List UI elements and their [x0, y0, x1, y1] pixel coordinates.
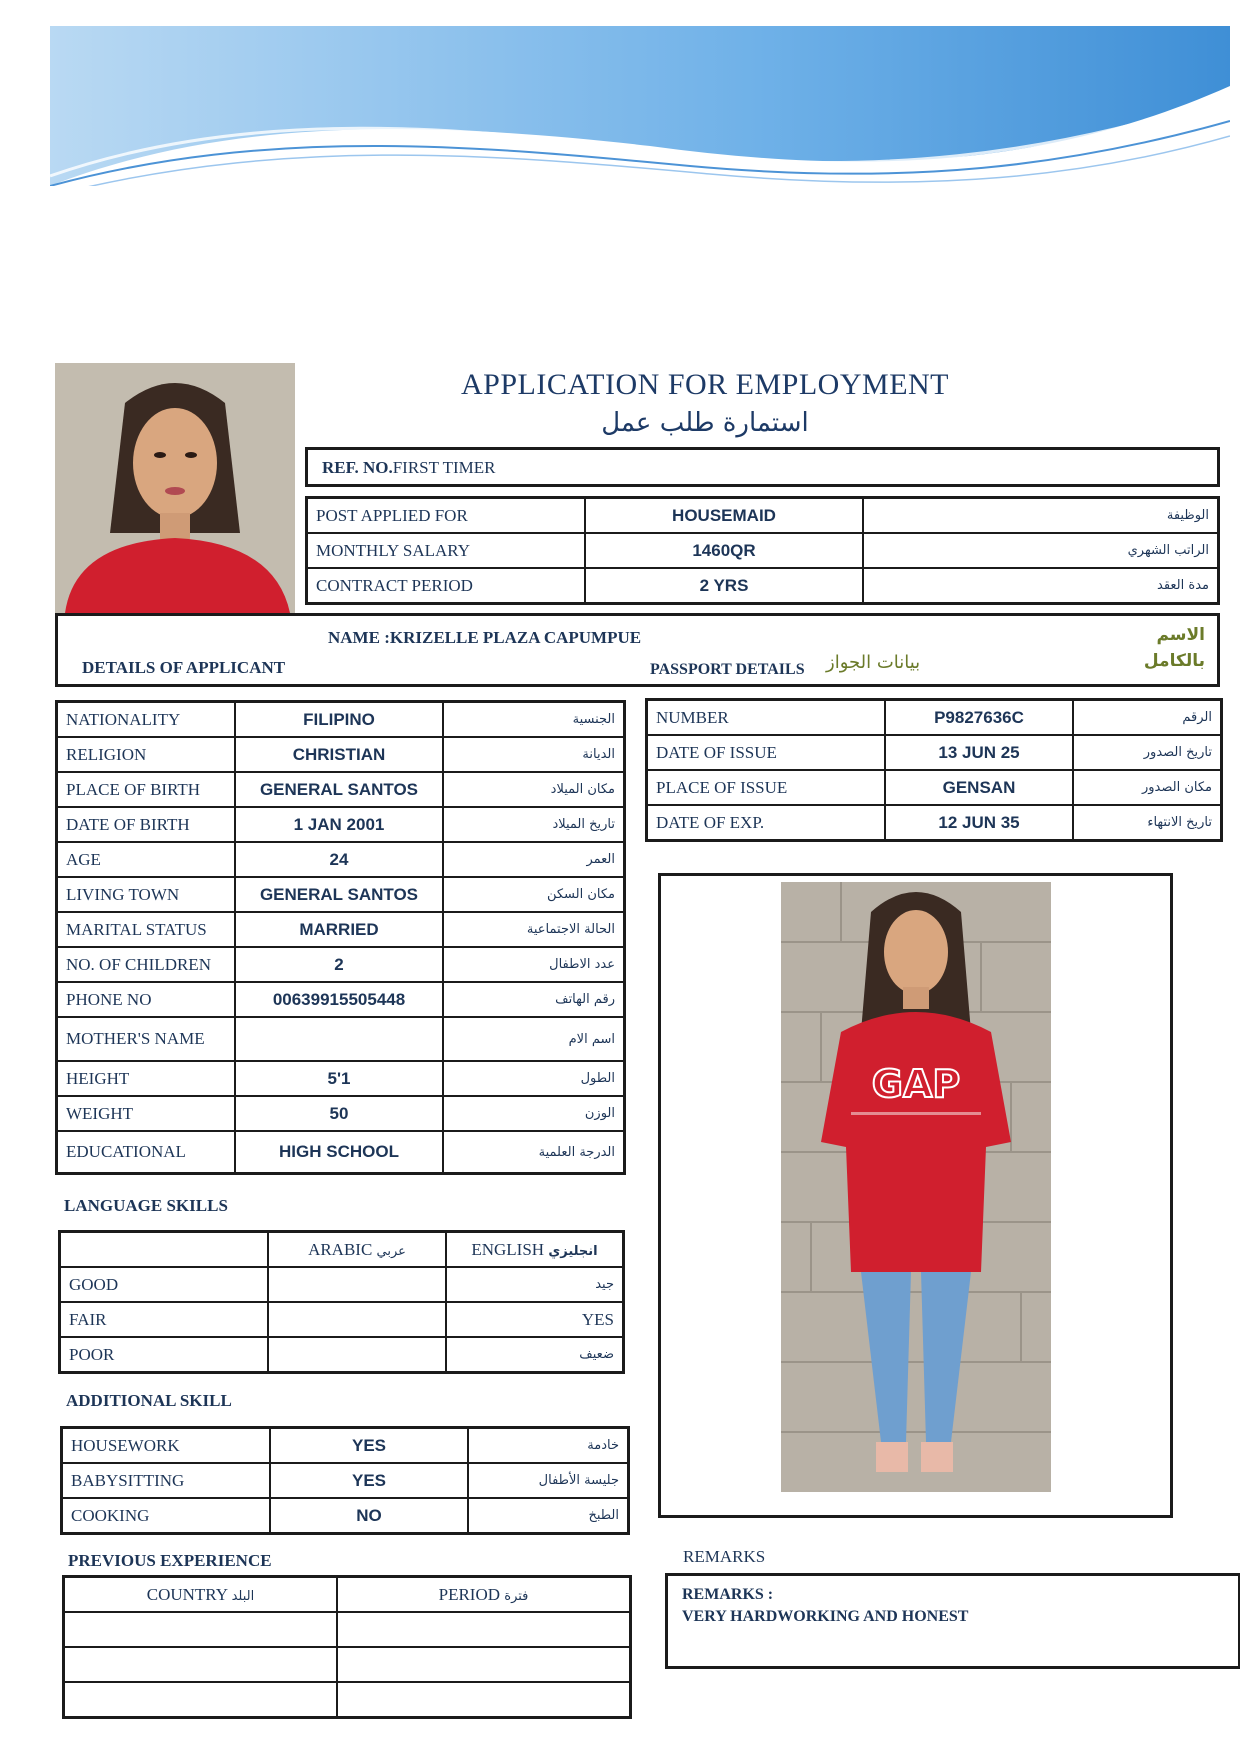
detail-value: 50 — [235, 1096, 443, 1131]
page-title: APPLICATION FOR EMPLOYMENT — [460, 368, 950, 401]
detail-arabic: رقم الهاتف — [443, 982, 625, 1017]
detail-label: PHONE NO — [57, 982, 236, 1017]
table-row — [60, 1337, 624, 1373]
language-level: FAIR — [60, 1302, 269, 1337]
detail-arabic: الطول — [443, 1061, 625, 1096]
salary-arabic: الراتب الشهري — [863, 533, 1219, 568]
detail-label: NATIONALITY — [57, 702, 236, 738]
arabic-col-label-ar: عربي — [376, 1243, 406, 1259]
table-row — [57, 1061, 625, 1096]
name-arabic: الاسم بالكامل — [1143, 625, 1205, 671]
language-table — [58, 1230, 625, 1374]
table-row — [57, 772, 625, 807]
detail-value — [235, 1017, 443, 1061]
english-level — [446, 1302, 624, 1337]
skill-value: YES — [270, 1463, 468, 1498]
passport-arabic: تاريخ الصدور — [1073, 735, 1222, 770]
table-row — [60, 1302, 624, 1337]
period-label-ar: فترة — [504, 1588, 529, 1604]
passport-label: NUMBER — [647, 700, 886, 736]
table-row — [57, 947, 625, 982]
arabic-level — [268, 1267, 446, 1302]
detail-value: 5'1 — [235, 1061, 443, 1096]
detail-arabic: اسم الام — [443, 1017, 625, 1061]
table-row — [62, 1463, 629, 1498]
post-label: POST APPLIED FOR — [307, 498, 586, 534]
table-row — [57, 737, 625, 772]
svg-text:GAP: GAP — [871, 1062, 961, 1106]
contract-value: 2 YRS — [585, 568, 863, 604]
detail-value: FILIPINO — [235, 702, 443, 738]
english-value: YES — [581, 1309, 614, 1329]
table-row — [60, 1232, 624, 1268]
table-row — [307, 533, 1219, 568]
table-row — [57, 702, 625, 738]
detail-value: 1 JAN 2001 — [235, 807, 443, 842]
level-arabic: ضعيف — [579, 1347, 614, 1362]
detail-arabic: مكان الميلاد — [443, 772, 625, 807]
detail-label: RELIGION — [57, 737, 236, 772]
table-row — [57, 1096, 625, 1131]
remarks-value: VERY HARDWORKING AND HONEST — [682, 1608, 969, 1625]
country-label-ar: البلد — [231, 1588, 255, 1604]
detail-value: 00639915505448 — [235, 982, 443, 1017]
additional-table — [60, 1426, 630, 1535]
language-level: GOOD — [60, 1267, 269, 1302]
country-cell — [64, 1682, 338, 1718]
details-table — [55, 700, 626, 1175]
passport-label: DATE OF EXP. — [647, 805, 886, 841]
passport-value: 12 JUN 35 — [885, 805, 1073, 841]
detail-label: AGE — [57, 842, 236, 877]
skill-arabic: جليسة الأطفال — [468, 1463, 629, 1498]
detail-arabic: الجنسية — [443, 702, 625, 738]
applicant-photo-full — [781, 882, 1051, 1492]
detail-label: WEIGHT — [57, 1096, 236, 1131]
language-heading: LANGUAGE SKILLS — [64, 1196, 228, 1215]
remarks-box — [665, 1573, 1240, 1669]
name-label: NAME : — [328, 628, 390, 647]
detail-value: HIGH SCHOOL — [235, 1131, 443, 1174]
skill-label: HOUSEWORK — [62, 1428, 271, 1464]
name-row — [328, 628, 641, 648]
page-title-arabic: استمارة طلب عمل — [601, 408, 809, 438]
language-header-english — [446, 1232, 624, 1268]
table-row — [64, 1647, 631, 1682]
table-row — [57, 912, 625, 947]
table-row — [647, 805, 1222, 841]
passport-label: DATE OF ISSUE — [647, 735, 886, 770]
passport-value: 13 JUN 25 — [885, 735, 1073, 770]
country-cell — [64, 1612, 338, 1647]
arabic-col-label: ARABIC — [308, 1239, 373, 1259]
ref-label: REF. NO. — [322, 458, 393, 477]
skill-value: YES — [270, 1428, 468, 1464]
period-label: PERIOD — [438, 1584, 501, 1604]
table-row — [647, 735, 1222, 770]
details-heading: DETAILS OF APPLICANT — [82, 658, 286, 677]
english-level — [446, 1337, 624, 1373]
detail-label: NO. OF CHILDREN — [57, 947, 236, 982]
detail-value: 2 — [235, 947, 443, 982]
detail-arabic: مكان السكن — [443, 877, 625, 912]
additional-heading: ADDITIONAL SKILL — [66, 1391, 232, 1410]
table-row — [60, 1267, 624, 1302]
period-cell — [337, 1612, 631, 1647]
detail-value: GENERAL SANTOS — [235, 877, 443, 912]
name-section — [55, 613, 1220, 687]
detail-arabic: الوزن — [443, 1096, 625, 1131]
language-level: POOR — [60, 1337, 269, 1373]
language-header-blank — [60, 1232, 269, 1268]
passport-arabic: تاريخ الانتهاء — [1073, 805, 1222, 841]
detail-label: EDUCATIONAL — [57, 1131, 236, 1174]
detail-label: PLACE OF BIRTH — [57, 772, 236, 807]
passport-arabic: مكان الصدور — [1073, 770, 1222, 805]
detail-value: GENERAL SANTOS — [235, 772, 443, 807]
table-row — [647, 700, 1222, 736]
detail-value: CHRISTIAN — [235, 737, 443, 772]
country-cell — [64, 1647, 338, 1682]
salary-value: 1460QR — [585, 533, 863, 568]
skill-label: BABYSITTING — [62, 1463, 271, 1498]
contract-arabic: مدة العقد — [863, 568, 1219, 604]
detail-label: MOTHER'S NAME — [57, 1017, 236, 1061]
ref-value: FIRST TIMER — [392, 458, 496, 477]
table-row — [64, 1577, 631, 1613]
skill-arabic: خادمة — [468, 1428, 629, 1464]
remarks-label: REMARKS : — [682, 1586, 774, 1603]
passport-value: P9827636C — [885, 700, 1073, 736]
table-row — [64, 1682, 631, 1718]
table-row — [62, 1498, 629, 1534]
detail-value: MARRIED — [235, 912, 443, 947]
contract-label: CONTRACT PERIOD — [307, 568, 586, 604]
arabic-level — [268, 1337, 446, 1373]
table-row — [64, 1612, 631, 1647]
detail-arabic: الدرجة العلمية — [443, 1131, 625, 1174]
detail-label: LIVING TOWN — [57, 877, 236, 912]
post-arabic: الوظيفة — [863, 498, 1219, 534]
country-col-header — [64, 1577, 338, 1613]
level-arabic: جيد — [595, 1277, 614, 1292]
country-label: COUNTRY — [146, 1584, 228, 1604]
period-col-header — [337, 1577, 631, 1613]
detail-arabic: الحالة الاجتماعية — [443, 912, 625, 947]
applicant-photo-frame — [658, 873, 1173, 1518]
table-row — [57, 877, 625, 912]
english-col-label-ar: انجليزي — [548, 1243, 598, 1259]
table-row — [57, 1131, 625, 1174]
language-header-arabic — [268, 1232, 446, 1268]
detail-arabic: تاريخ الميلاد — [443, 807, 625, 842]
passport-heading-arabic: بيانات الجواز — [826, 652, 921, 673]
table-row — [57, 807, 625, 842]
skill-value: NO — [270, 1498, 468, 1534]
table-row — [57, 1017, 625, 1061]
experience-heading: PREVIOUS EXPERIENCE — [68, 1551, 272, 1570]
detail-arabic: الديانة — [443, 737, 625, 772]
skill-label: COOKING — [62, 1498, 271, 1534]
salary-label: MONTHLY SALARY — [307, 533, 586, 568]
ref-number-row — [305, 447, 1220, 487]
detail-label: MARITAL STATUS — [57, 912, 236, 947]
table-row — [307, 568, 1219, 604]
name-value: KRIZELLE PLAZA CAPUMPUE — [389, 628, 642, 647]
post-table — [305, 496, 1220, 605]
post-value: HOUSEMAID — [585, 498, 863, 534]
header-banner — [50, 26, 1230, 186]
period-cell — [337, 1682, 631, 1718]
table-row — [307, 498, 1219, 534]
passport-label: PLACE OF ISSUE — [647, 770, 886, 805]
english-col-label: ENGLISH — [471, 1239, 545, 1259]
table-row — [57, 982, 625, 1017]
remarks-heading: REMARKS — [683, 1547, 766, 1566]
skill-arabic: الطبخ — [468, 1498, 629, 1534]
table-row — [57, 842, 625, 877]
table-row — [62, 1428, 629, 1464]
detail-label: DATE OF BIRTH — [57, 807, 236, 842]
applicant-photo-small — [55, 363, 295, 613]
passport-arabic: الرقم — [1073, 700, 1222, 736]
english-level — [446, 1267, 624, 1302]
detail-arabic: العمر — [443, 842, 625, 877]
period-cell — [337, 1647, 631, 1682]
passport-value: GENSAN — [885, 770, 1073, 805]
passport-table — [645, 698, 1223, 842]
experience-table — [62, 1575, 632, 1719]
passport-heading: PASSPORT DETAILS — [650, 661, 805, 678]
detail-arabic: عدد الاطفال — [443, 947, 625, 982]
detail-label: HEIGHT — [57, 1061, 236, 1096]
detail-value: 24 — [235, 842, 443, 877]
arabic-level — [268, 1302, 446, 1337]
table-row — [647, 770, 1222, 805]
